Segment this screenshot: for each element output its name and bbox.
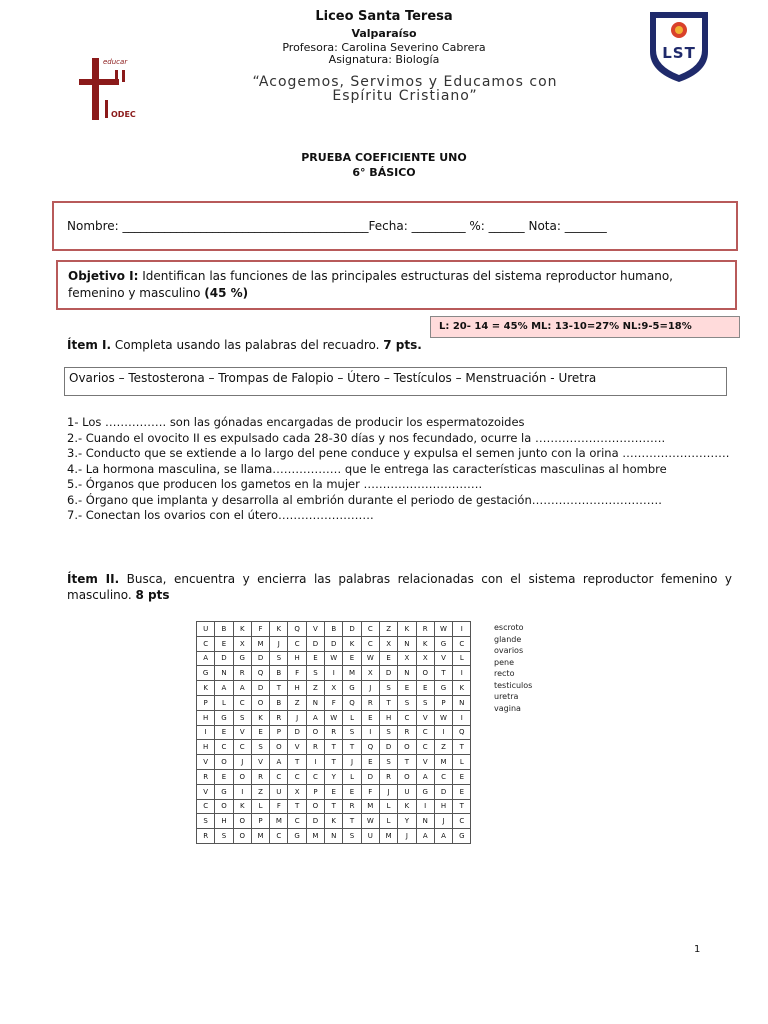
- grid-cell[interactable]: T: [434, 666, 452, 681]
- grid-cell[interactable]: M: [251, 636, 269, 651]
- question-1: 1- Los ……………. son las gónadas encargadas de producir los espermatozoides: [67, 415, 525, 429]
- grid-cell[interactable]: T: [288, 755, 306, 770]
- grid-cell[interactable]: K: [197, 681, 215, 696]
- grid-cell[interactable]: D: [215, 651, 233, 666]
- grid-cell[interactable]: O: [215, 755, 233, 770]
- grid-row: [197, 740, 471, 755]
- grid-cell[interactable]: M: [251, 829, 269, 844]
- item2-label: Ítem II.: [67, 572, 120, 586]
- grid-cell[interactable]: E: [215, 769, 233, 784]
- grid-cell[interactable]: A: [197, 651, 215, 666]
- grid-cell[interactable]: H: [379, 710, 397, 725]
- grid-cell[interactable]: G: [197, 666, 215, 681]
- grid-cell[interactable]: S: [379, 681, 397, 696]
- grid-cell[interactable]: M: [379, 829, 397, 844]
- grid-row: [197, 622, 471, 637]
- grid-cell[interactable]: E: [361, 755, 379, 770]
- grid-cell[interactable]: Z: [434, 740, 452, 755]
- grid-cell[interactable]: J: [398, 829, 416, 844]
- lst-shield-logo: [648, 10, 710, 84]
- grid-cell[interactable]: L: [215, 695, 233, 710]
- grid-cell[interactable]: R: [361, 695, 379, 710]
- grid-cell[interactable]: D: [306, 636, 324, 651]
- grid-row: [197, 651, 471, 666]
- grid-cell[interactable]: O: [233, 829, 251, 844]
- grid-cell[interactable]: C: [197, 799, 215, 814]
- grid-cell[interactable]: C: [434, 769, 452, 784]
- grid-cell[interactable]: L: [379, 814, 397, 829]
- grid-cell[interactable]: C: [288, 636, 306, 651]
- grid-cell[interactable]: X: [398, 651, 416, 666]
- grid-cell[interactable]: F: [270, 799, 288, 814]
- grid-cell[interactable]: G: [233, 651, 251, 666]
- grid-cell[interactable]: C: [233, 740, 251, 755]
- grid-cell[interactable]: E: [306, 651, 324, 666]
- grid-cell[interactable]: S: [251, 740, 269, 755]
- odec-logo: [75, 56, 155, 122]
- question-7: 7.- Conectan los ovarios con el útero…………………….: [67, 508, 374, 522]
- grid-cell[interactable]: O: [306, 725, 324, 740]
- logo-lst-text: LST: [662, 44, 696, 62]
- grid-cell[interactable]: U: [361, 829, 379, 844]
- grid-row: [197, 725, 471, 740]
- grid-cell[interactable]: J: [361, 681, 379, 696]
- grid-row: [197, 784, 471, 799]
- grid-cell[interactable]: G: [343, 681, 361, 696]
- school-motto: [235, 75, 575, 103]
- word-search-grid[interactable]: [196, 621, 471, 844]
- grid-row: [197, 636, 471, 651]
- grid-cell[interactable]: P: [197, 695, 215, 710]
- item1-instructions: Completa usando las palabras del recuadro.: [111, 338, 384, 352]
- grid-row: [197, 681, 471, 696]
- grid-cell[interactable]: K: [453, 681, 471, 696]
- grid-row: [197, 666, 471, 681]
- grid-cell[interactable]: D: [434, 784, 452, 799]
- grid-cell[interactable]: E: [251, 725, 269, 740]
- grid-cell[interactable]: R: [197, 769, 215, 784]
- grid-cell[interactable]: K: [398, 799, 416, 814]
- grid-cell[interactable]: C: [197, 636, 215, 651]
- grid-cell[interactable]: N: [398, 666, 416, 681]
- grid-cell[interactable]: O: [270, 740, 288, 755]
- grid-cell[interactable]: R: [379, 769, 397, 784]
- grid-cell[interactable]: T: [453, 740, 471, 755]
- word-list-item: testiculos: [494, 680, 533, 690]
- grid-cell[interactable]: C: [288, 814, 306, 829]
- grid-cell[interactable]: T: [398, 755, 416, 770]
- grid-cell[interactable]: J: [233, 755, 251, 770]
- grid-cell[interactable]: F: [361, 784, 379, 799]
- grid-cell[interactable]: F: [251, 622, 269, 637]
- grid-cell[interactable]: J: [434, 814, 452, 829]
- page-number: 1: [694, 944, 701, 955]
- grid-cell[interactable]: A: [233, 681, 251, 696]
- grid-cell[interactable]: I: [434, 725, 452, 740]
- grid-cell[interactable]: P: [434, 695, 452, 710]
- grid-cell[interactable]: C: [416, 725, 434, 740]
- grid-cell[interactable]: I: [453, 710, 471, 725]
- grid-cell[interactable]: D: [288, 725, 306, 740]
- grid-cell[interactable]: O: [398, 769, 416, 784]
- grid-cell[interactable]: M: [343, 666, 361, 681]
- grid-cell[interactable]: D: [325, 636, 343, 651]
- word-bank-box: Ovarios – Testosterona – Trompas de Falopio – Útero – Testículos – Menstruación - Uretra: [64, 367, 727, 396]
- grid-cell[interactable]: M: [306, 829, 324, 844]
- grid-cell[interactable]: L: [343, 769, 361, 784]
- grid-cell[interactable]: N: [416, 814, 434, 829]
- grid-cell[interactable]: V: [288, 740, 306, 755]
- grid-cell[interactable]: N: [215, 666, 233, 681]
- grid-cell[interactable]: E: [453, 784, 471, 799]
- grid-cell[interactable]: X: [379, 636, 397, 651]
- grid-cell[interactable]: C: [306, 769, 324, 784]
- grid-cell[interactable]: A: [270, 755, 288, 770]
- grid-cell[interactable]: D: [251, 651, 269, 666]
- grid-cell[interactable]: T: [343, 740, 361, 755]
- grid-cell[interactable]: S: [398, 695, 416, 710]
- grid-cell[interactable]: Y: [398, 814, 416, 829]
- motto-line-2: Espíritu Cristiano”: [332, 88, 478, 104]
- grid-cell[interactable]: A: [215, 681, 233, 696]
- grid-cell[interactable]: B: [270, 695, 288, 710]
- logo-educar-text: educar: [103, 58, 128, 66]
- grid-cell[interactable]: C: [453, 636, 471, 651]
- grid-cell[interactable]: R: [398, 725, 416, 740]
- grid-cell[interactable]: O: [398, 740, 416, 755]
- grid-cell[interactable]: T: [379, 695, 397, 710]
- grid-cell[interactable]: A: [306, 710, 324, 725]
- grid-cell[interactable]: D: [306, 814, 324, 829]
- word-list-item: pene: [494, 657, 514, 667]
- grid-cell[interactable]: J: [270, 636, 288, 651]
- grid-cell[interactable]: G: [416, 784, 434, 799]
- grid-cell[interactable]: R: [416, 622, 434, 637]
- grid-cell[interactable]: C: [288, 769, 306, 784]
- grid-cell[interactable]: Q: [251, 666, 269, 681]
- grid-cell[interactable]: K: [233, 622, 251, 637]
- grid-row: [197, 814, 471, 829]
- grid-cell[interactable]: A: [416, 769, 434, 784]
- grid-cell[interactable]: O: [215, 799, 233, 814]
- grid-cell[interactable]: O: [416, 666, 434, 681]
- grid-cell[interactable]: W: [361, 651, 379, 666]
- grid-cell[interactable]: I: [361, 725, 379, 740]
- grid-cell[interactable]: D: [251, 681, 269, 696]
- grid-cell[interactable]: W: [434, 622, 452, 637]
- grid-cell[interactable]: O: [306, 799, 324, 814]
- grid-cell[interactable]: P: [270, 725, 288, 740]
- grid-cell[interactable]: Q: [453, 725, 471, 740]
- grid-cell[interactable]: H: [288, 681, 306, 696]
- grid-cell[interactable]: V: [416, 710, 434, 725]
- grid-cell[interactable]: J: [379, 784, 397, 799]
- grid-cell[interactable]: Q: [343, 695, 361, 710]
- grid-cell[interactable]: P: [251, 814, 269, 829]
- teacher-name: Profesora: Carolina Severino Cabrera: [282, 41, 486, 54]
- grid-cell[interactable]: E: [343, 651, 361, 666]
- grid-cell[interactable]: I: [453, 666, 471, 681]
- question-2: 2.- Cuando el ovocito II es expulsado cada 28-30 días y nos fecundado, ocurre la …………………………….: [67, 430, 666, 445]
- grid-cell[interactable]: L: [343, 710, 361, 725]
- grid-cell[interactable]: G: [288, 829, 306, 844]
- grid-cell[interactable]: V: [251, 755, 269, 770]
- grid-cell[interactable]: K: [270, 622, 288, 637]
- grid-cell[interactable]: H: [288, 651, 306, 666]
- objective-percent: (45 %): [204, 286, 249, 300]
- grid-cell[interactable]: S: [215, 829, 233, 844]
- grid-cell[interactable]: R: [233, 666, 251, 681]
- grid-cell[interactable]: O: [233, 769, 251, 784]
- question-6: 6.- Órgano que implanta y desarrolla al embrión durante el periodo de gestación…………………………….: [67, 492, 662, 507]
- grid-cell[interactable]: N: [398, 636, 416, 651]
- grid-cell[interactable]: T: [288, 799, 306, 814]
- grid-cell[interactable]: R: [270, 710, 288, 725]
- grid-cell[interactable]: X: [325, 681, 343, 696]
- grid-cell[interactable]: H: [197, 740, 215, 755]
- grid-cell[interactable]: E: [398, 681, 416, 696]
- grading-scale: L: 20- 14 = 45% ML: 13-10=27% NL:9-5=18%: [430, 316, 740, 338]
- grid-cell[interactable]: R: [306, 740, 324, 755]
- question-3: 3.- Conducto que se extiende a lo largo del pene conduce y expulsa el semen junto con la orina ……………………….: [67, 446, 730, 460]
- grid-cell[interactable]: E: [453, 769, 471, 784]
- grid-cell[interactable]: V: [434, 651, 452, 666]
- item1-points: 7 pts.: [383, 338, 422, 352]
- grid-cell[interactable]: S: [197, 814, 215, 829]
- grid-cell[interactable]: V: [197, 755, 215, 770]
- grid-row: [197, 769, 471, 784]
- item2-points: 8 pts: [135, 588, 170, 602]
- grid-cell[interactable]: A: [434, 829, 452, 844]
- objective-label: Objetivo I:: [68, 269, 139, 283]
- grid-row: [197, 695, 471, 710]
- grid-cell[interactable]: C: [416, 740, 434, 755]
- grid-cell[interactable]: W: [325, 710, 343, 725]
- grid-cell[interactable]: M: [361, 799, 379, 814]
- question-5: 5.- Órganos que producen los gametos en la mujer ………………………….: [67, 477, 483, 491]
- grid-cell[interactable]: U: [197, 622, 215, 637]
- item1-label: Ítem I.: [67, 338, 112, 352]
- grid-cell[interactable]: H: [215, 814, 233, 829]
- grid-cell[interactable]: T: [343, 814, 361, 829]
- grid-cell[interactable]: T: [453, 799, 471, 814]
- grid-cell[interactable]: V: [306, 622, 324, 637]
- grid-row: [197, 829, 471, 844]
- grid-cell[interactable]: N: [453, 695, 471, 710]
- grid-cell[interactable]: L: [453, 651, 471, 666]
- grid-cell[interactable]: V: [416, 755, 434, 770]
- grid-cell[interactable]: D: [343, 622, 361, 637]
- grid-cell[interactable]: S: [233, 710, 251, 725]
- grid-cell[interactable]: G: [434, 681, 452, 696]
- grid-cell[interactable]: R: [197, 829, 215, 844]
- grid-cell[interactable]: I: [453, 622, 471, 637]
- grid-cell[interactable]: L: [379, 799, 397, 814]
- grid-cell[interactable]: W: [434, 710, 452, 725]
- grid-cell[interactable]: J: [343, 755, 361, 770]
- grid-cell[interactable]: M: [270, 814, 288, 829]
- grid-cell[interactable]: Z: [251, 784, 269, 799]
- word-list-item: ovarios: [494, 646, 524, 655]
- grid-cell[interactable]: G: [215, 784, 233, 799]
- word-list-item: escroto: [494, 623, 524, 632]
- student-info-box[interactable]: Nombre: _________________________________________Fecha: _________ %: ______ Nota: _______: [52, 201, 738, 251]
- exam-grade: 6° BÁSICO: [352, 166, 416, 179]
- grid-cell[interactable]: T: [325, 799, 343, 814]
- grid-cell[interactable]: I: [416, 799, 434, 814]
- grid-cell[interactable]: S: [343, 725, 361, 740]
- item1-questions: [67, 415, 732, 524]
- grid-cell[interactable]: W: [361, 814, 379, 829]
- grid-cell[interactable]: C: [453, 814, 471, 829]
- grid-cell[interactable]: W: [325, 651, 343, 666]
- grid-cell[interactable]: C: [270, 829, 288, 844]
- grid-cell[interactable]: S: [379, 725, 397, 740]
- word-search-list: [494, 622, 532, 714]
- grid-cell[interactable]: Z: [379, 622, 397, 637]
- grid-cell[interactable]: V: [233, 725, 251, 740]
- grid-row: [197, 799, 471, 814]
- school-name: Liceo Santa Teresa: [315, 9, 453, 24]
- grid-cell[interactable]: K: [398, 622, 416, 637]
- grid-cell[interactable]: K: [325, 814, 343, 829]
- item2-title: [67, 571, 732, 603]
- grid-cell[interactable]: C: [398, 710, 416, 725]
- grid-cell[interactable]: A: [416, 829, 434, 844]
- grid-cell[interactable]: F: [288, 666, 306, 681]
- grid-cell[interactable]: O: [233, 814, 251, 829]
- grid-cell[interactable]: M: [434, 755, 452, 770]
- grid-row: [197, 755, 471, 770]
- grid-cell[interactable]: S: [416, 695, 434, 710]
- grid-cell[interactable]: T: [270, 681, 288, 696]
- logo-odec-text: ODEC: [111, 110, 136, 119]
- objective-text: Identifican las funciones de las principales estructuras del sistema reproductor humano, femenino y masculino: [68, 269, 673, 300]
- grid-cell[interactable]: K: [251, 710, 269, 725]
- grid-cell[interactable]: E: [343, 784, 361, 799]
- grid-cell[interactable]: D: [379, 740, 397, 755]
- grid-cell[interactable]: B: [270, 666, 288, 681]
- grid-cell[interactable]: E: [361, 710, 379, 725]
- grid-cell[interactable]: R: [251, 769, 269, 784]
- grid-cell[interactable]: Q: [288, 622, 306, 637]
- grid-cell[interactable]: B: [325, 622, 343, 637]
- grid-cell[interactable]: K: [233, 799, 251, 814]
- item1-title: [67, 338, 422, 352]
- grid-cell[interactable]: I: [233, 784, 251, 799]
- grid-cell[interactable]: N: [325, 829, 343, 844]
- grid-cell[interactable]: H: [434, 799, 452, 814]
- word-list-item: vagina: [494, 703, 521, 713]
- grid-cell[interactable]: U: [270, 784, 288, 799]
- grid-cell[interactable]: G: [434, 636, 452, 651]
- grid-cell[interactable]: Y: [325, 769, 343, 784]
- grid-cell[interactable]: R: [343, 799, 361, 814]
- exam-title: PRUEBA COEFICIENTE UNO: [301, 151, 467, 164]
- grid-cell[interactable]: I: [197, 725, 215, 740]
- grid-cell[interactable]: G: [215, 710, 233, 725]
- word-list-item: uretra: [494, 692, 519, 701]
- grid-cell[interactable]: X: [416, 651, 434, 666]
- grid-cell[interactable]: J: [288, 710, 306, 725]
- grid-cell[interactable]: C: [215, 740, 233, 755]
- grid-cell[interactable]: S: [343, 829, 361, 844]
- grid-cell[interactable]: E: [215, 725, 233, 740]
- objective-box: [56, 260, 737, 310]
- school-city: Valparaíso: [351, 27, 417, 40]
- grid-cell[interactable]: I: [325, 666, 343, 681]
- grid-cell[interactable]: E: [416, 681, 434, 696]
- grid-cell[interactable]: X: [288, 784, 306, 799]
- word-list-item: recto: [494, 669, 515, 678]
- grid-cell[interactable]: E: [379, 651, 397, 666]
- grid-cell[interactable]: K: [416, 636, 434, 651]
- grid-cell[interactable]: I: [306, 755, 324, 770]
- grid-cell[interactable]: E: [325, 784, 343, 799]
- grid-cell[interactable]: C: [270, 769, 288, 784]
- word-list-item: glande: [494, 634, 522, 644]
- grid-cell[interactable]: G: [453, 829, 471, 844]
- grid-cell[interactable]: X: [233, 636, 251, 651]
- grid-cell[interactable]: N: [306, 695, 324, 710]
- item2-instructions: Busca, encuentra y encierra las palabras relacionadas con el sistema reproductor femenino y masculino.: [67, 572, 733, 602]
- question-4: 4.- La hormona masculina, se llama……………… que le entrega las características masculinas al hombre: [67, 461, 667, 476]
- grid-cell[interactable]: D: [361, 769, 379, 784]
- grid-cell[interactable]: R: [325, 725, 343, 740]
- grid-cell[interactable]: S: [306, 666, 324, 681]
- grid-cell[interactable]: B: [215, 622, 233, 637]
- grid-cell[interactable]: C: [361, 622, 379, 637]
- grid-cell[interactable]: V: [197, 784, 215, 799]
- grid-cell[interactable]: F: [325, 695, 343, 710]
- grid-cell[interactable]: X: [361, 666, 379, 681]
- motto-line-1: “Acogemos, Servimos y Educamos con: [252, 74, 558, 90]
- grid-cell[interactable]: L: [453, 755, 471, 770]
- grid-cell[interactable]: Z: [288, 695, 306, 710]
- grid-cell[interactable]: Q: [361, 740, 379, 755]
- grid-cell[interactable]: S: [270, 651, 288, 666]
- grid-cell[interactable]: H: [197, 710, 215, 725]
- grid-cell[interactable]: L: [251, 799, 269, 814]
- grid-cell[interactable]: K: [343, 636, 361, 651]
- grid-cell[interactable]: P: [306, 784, 324, 799]
- grid-row: [197, 710, 471, 725]
- grid-cell[interactable]: E: [215, 636, 233, 651]
- grid-cell[interactable]: U: [398, 784, 416, 799]
- grid-cell[interactable]: Z: [306, 681, 324, 696]
- grid-cell[interactable]: C: [361, 636, 379, 651]
- grid-cell[interactable]: S: [379, 755, 397, 770]
- subject-name: Asignatura: Biología: [328, 53, 440, 66]
- grid-cell[interactable]: T: [325, 755, 343, 770]
- grid-cell[interactable]: D: [379, 666, 397, 681]
- grid-cell[interactable]: O: [251, 695, 269, 710]
- grid-cell[interactable]: C: [233, 695, 251, 710]
- grid-cell[interactable]: T: [325, 740, 343, 755]
